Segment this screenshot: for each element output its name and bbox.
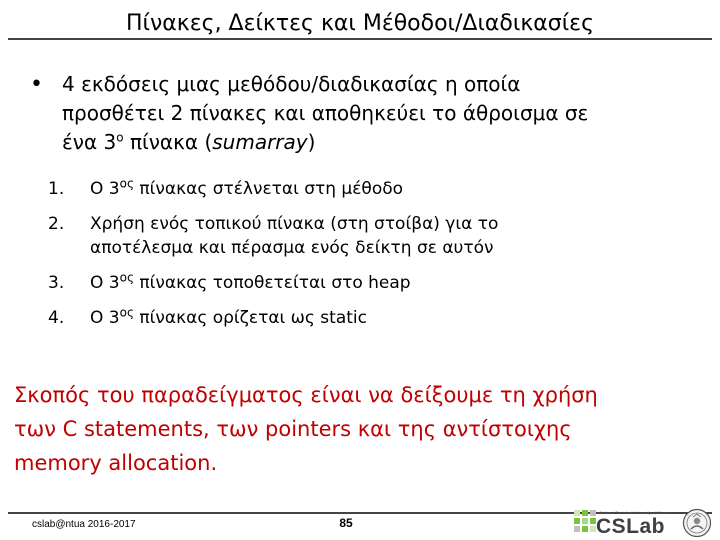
list-item-text-line-1: Χρήση ενός τοπικού πίνακα (στη στοίβα) για το [90, 214, 499, 234]
bullet-line-3-pre: ένα 3 [62, 130, 117, 154]
list-item-text: πίνακας ορίζεται ως static [134, 308, 367, 328]
sumarray-term: sumarray [212, 130, 308, 154]
bullet-line-1: 4 εκδόσεις μιας μεθόδου/διαδικασίας η οποία [62, 72, 521, 96]
list-item-superscript: ος [119, 176, 134, 191]
numbered-list [48, 177, 698, 330]
bullet-line-3 [62, 128, 692, 157]
list-item-text: πίνακας στέλνεται στη μέθοδο [134, 179, 404, 199]
bullet-line-2: προσθέτει 2 πίνακες και αποθηκεύει το άθροισμα σε [62, 101, 589, 125]
list-number: 4. [48, 308, 65, 328]
university-seal-icon [682, 508, 712, 538]
main-bullet [62, 70, 692, 157]
note-line-1: Σκοπός του παραδείγματος είναι να δείξουμε τη χρήση [14, 383, 598, 407]
list-item-3 [48, 271, 698, 295]
footer-course-label: cslab@ntua 2016-2017 [32, 519, 136, 530]
list-item-text-line-2: αποτέλεσμα και πέρασμα ενός δείκτη σε αυτόν [90, 238, 494, 258]
note-line-2: των C statements, των pointers και της αντίστοιχης [14, 417, 572, 441]
highlight-note [14, 378, 704, 480]
cslab-logo: CSLab [596, 515, 666, 538]
bullet-line-3-post: ) [307, 130, 316, 154]
note-line-3: memory allocation. [14, 451, 218, 475]
list-item-pre: Ο 3 [90, 308, 120, 328]
page-number: 85 [339, 516, 353, 530]
logo-institution: National Technical University of Athens [600, 510, 669, 515]
list-item-pre: Ο 3 [90, 179, 120, 199]
list-item-2 [48, 212, 698, 260]
list-item-1 [48, 177, 698, 201]
list-item-4 [48, 306, 698, 330]
slide-title: Πίνακες, Δείκτες και Μέθοδοι/Διαδικασίες [126, 11, 594, 36]
bullet-line-3-mid: πίνακα ( [123, 130, 213, 154]
bullet-marker: • [30, 72, 43, 97]
list-number: 3. [48, 273, 65, 293]
list-item-pre: Ο 3 [90, 273, 120, 293]
list-item-superscript: ος [119, 305, 134, 320]
list-item-text: πίνακας τοποθετείται στο heap [134, 273, 411, 293]
list-item-superscript: ος [119, 270, 134, 285]
bullet-superscript: ο [116, 130, 124, 145]
title-divider [8, 38, 712, 40]
list-number: 1. [48, 179, 65, 199]
list-number: 2. [48, 214, 65, 234]
logo-squares-icon [574, 510, 596, 534]
